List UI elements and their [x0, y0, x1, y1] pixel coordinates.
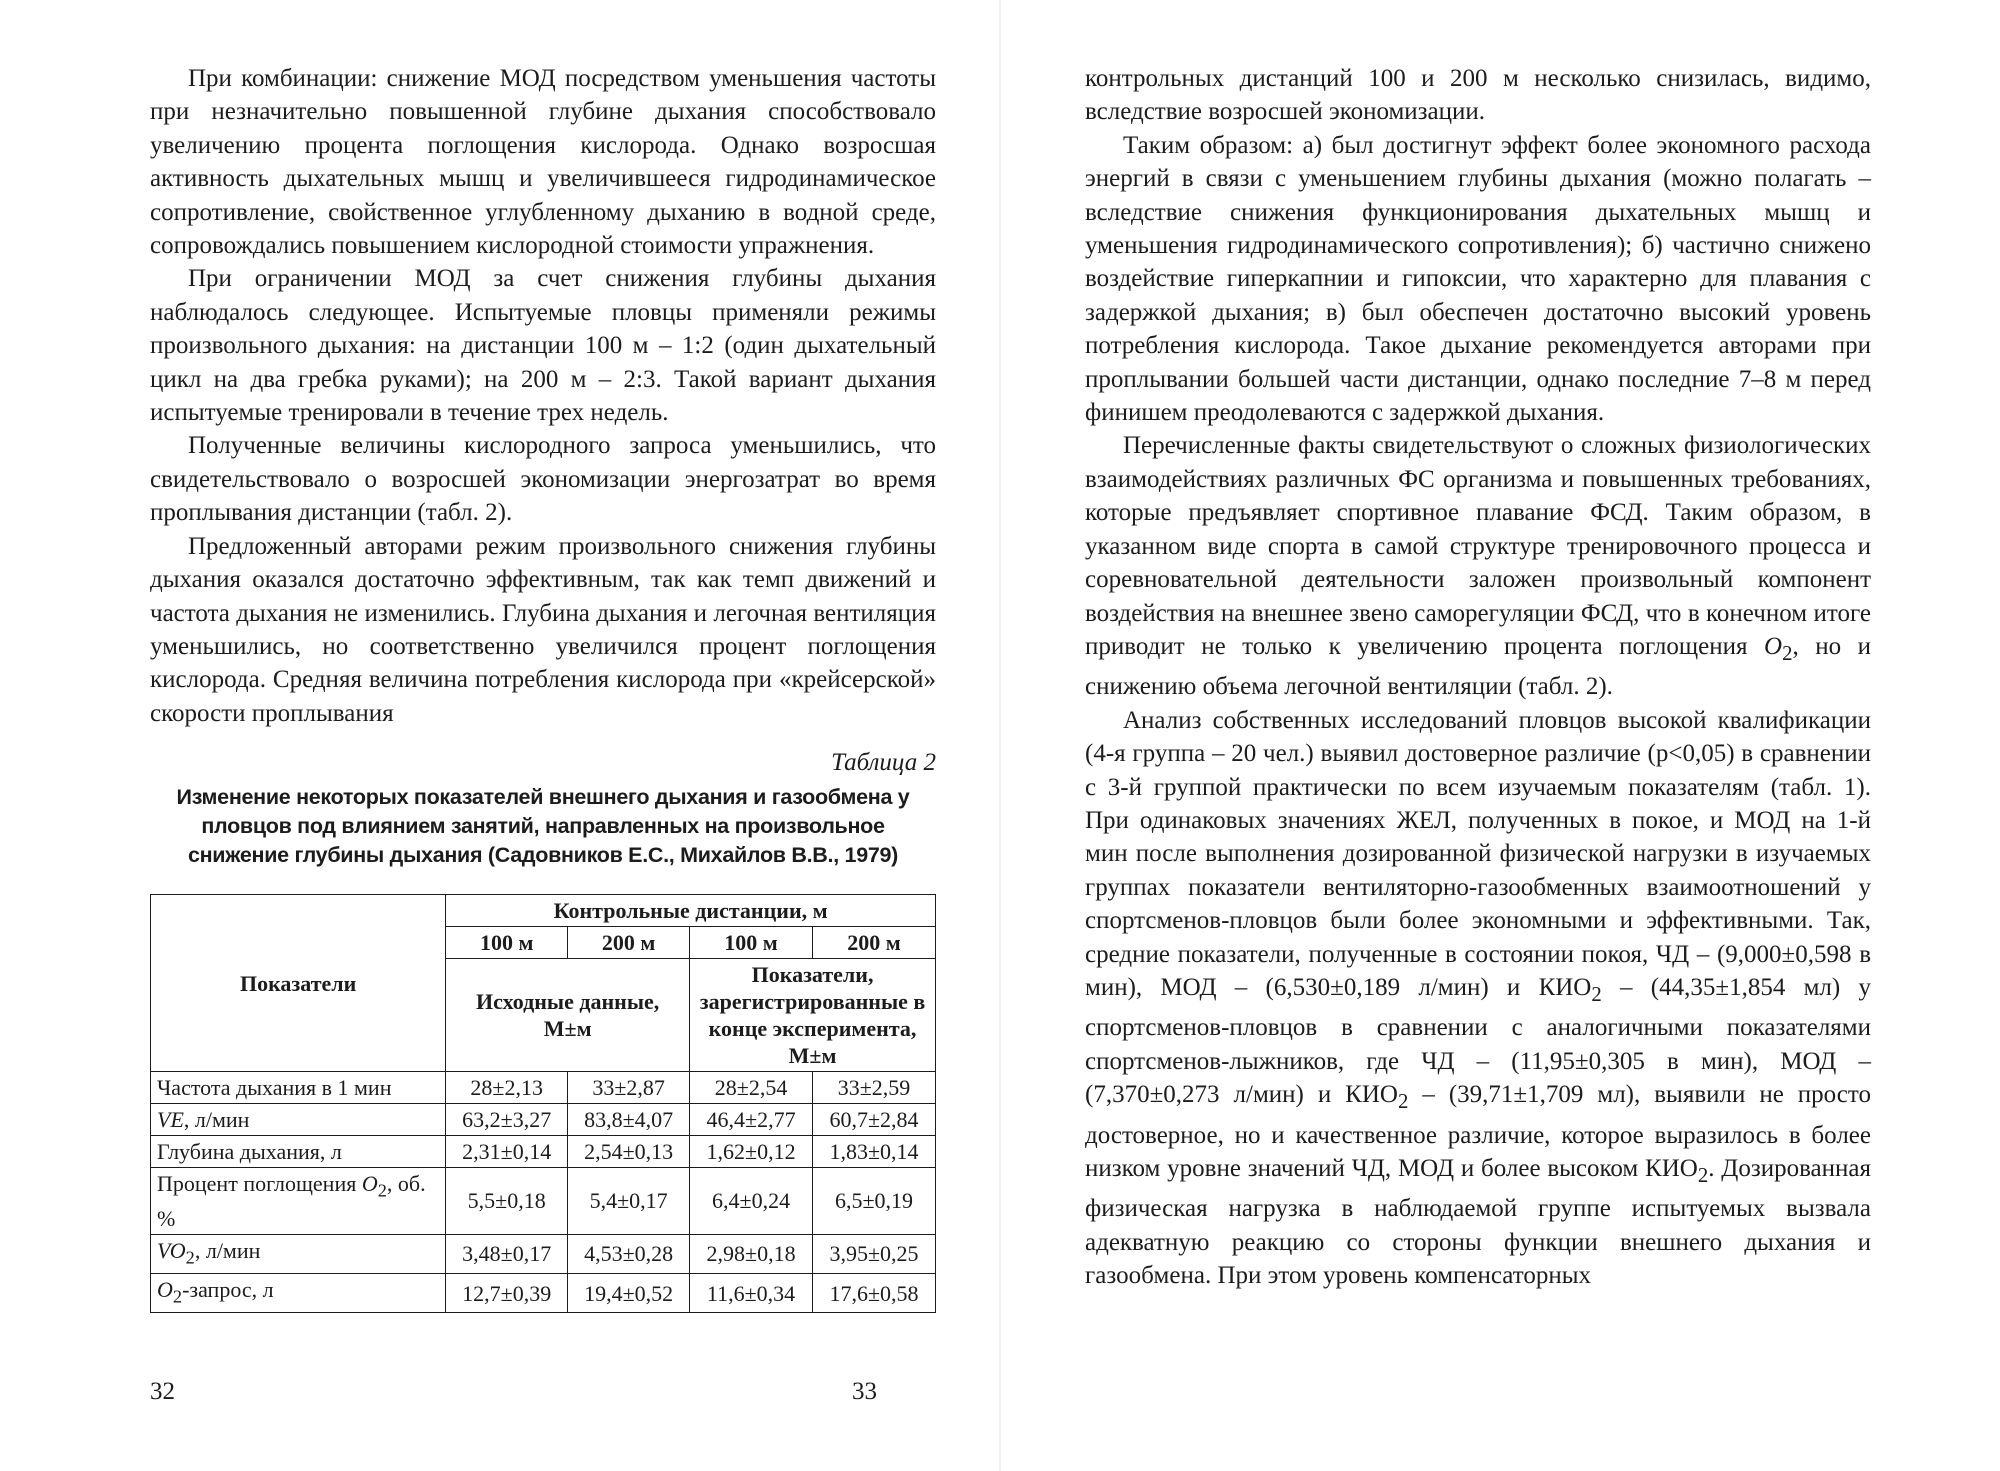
header-dist-100: 100 м	[690, 927, 813, 959]
text-run: Анализ собственных исследований пловцов высокой квалификации (4-я группа – 20 чел.) выявил достоверное различие (p<0,05) в сравнении с 3-й группой практически по всем изучаемым показателям (табл. 1). При одинаковых значениях ЖЕЛ, полученных в покое, и МОД на 1-й мин после выполнения дозированной физической нагрузки в изучаемых группах показатели вентиляторно-газообменных взаимоотношений у спортсменов-пловцов были более экономными и эффективными. Так, средние показатели, полученные в состоянии покоя, ЧД – (9,000±0,598 в мин), МОД – (6,530±0,189 л/мин) и КИО	[1085, 706, 1871, 1001]
row-label: Глубина дыхания, л	[151, 1136, 446, 1168]
row-label-subscript: 2	[185, 1246, 195, 1267]
paragraph	[1085, 704, 1871, 1293]
text-run: . Дозированная физическая нагрузка в наблюдаемой группе испытуемых вызвала адекватную реакцию со стороны функции внешнего дыхания и газообмена. При этом уровень компенсаторных	[1085, 1155, 1871, 1290]
data-table	[150, 894, 936, 1313]
cell-value: 17,6±0,58	[813, 1273, 936, 1312]
left-text-column	[150, 62, 936, 1313]
cell-value: 6,5±0,19	[813, 1168, 936, 1234]
text-run: , но и снижению объема легочной вентиляции (табл. 2).	[1085, 632, 1871, 701]
row-label-part: O	[157, 1276, 173, 1302]
subscript: 2	[1697, 1163, 1709, 1187]
row-label-subscript: 2	[377, 1180, 387, 1201]
row-label-subscript: 2	[172, 1286, 183, 1307]
header-dist-100: 100 м	[446, 927, 568, 959]
table-label: Таблица 2	[831, 749, 936, 777]
text-run: Перечисленные факты свидетельствуют о сложных физиологических взаимодействиях различных ФС организма и повышенных требованиях, которые предъявляет спортивное плавание ФСД. Таким образом, в указанном виде спорта в самой структуре тренировочного процесса и соревновательной деятельности заложен произвольный компонент воздействия на внешнее звено саморегуляции ФСД, что в конечном итоге приводит не только к увеличению процента поглощения	[1085, 432, 1871, 660]
subscript: 2	[1782, 640, 1793, 665]
cell-value: 28±2,13	[446, 1072, 568, 1104]
header-initial-data: Исходные данные, М±м	[446, 959, 690, 1072]
paragraph: Полученные величины кислородного запроса уменьшились, что свидетельствовало о возросшей экономизации энергозатрат во время проплывания дистанции (табл. 2).	[150, 432, 936, 527]
cell-value: 3,48±0,17	[446, 1234, 568, 1273]
cell-value: 6,4±0,24	[690, 1168, 813, 1234]
row-label	[151, 1234, 446, 1273]
paragraph: При комбинации: снижение МОД посредством уменьшения частоты при незначительно повышенной глубине дыхания способствовало увеличению процента поглощения кислорода. Однако возросшая активность дыхательных мышц и увеличившееся гидродинамическое сопротивление, свойственное углубленному дыханию в водной среде, сопровождались повышением кислородной стоимости упражнения.	[150, 65, 936, 260]
page-number: 33	[852, 1378, 877, 1405]
cell-value: 19,4±0,52	[568, 1273, 690, 1312]
subscript: 2	[1591, 981, 1602, 1006]
paragraph	[1085, 429, 1871, 703]
header-distances: Контрольные дистанции, м	[446, 895, 936, 927]
cell-value: 28±2,54	[690, 1072, 813, 1104]
table-row	[151, 1234, 936, 1273]
table-title: Изменение некоторых показателей внешнего дыхания и газообмена у пловцов под влиянием занятий, направленных на произвольное снижение глубины дыхания (Садовников Е.С., Михайлов В.В., 1979)	[176, 785, 910, 868]
cell-value: 12,7±0,39	[446, 1273, 568, 1312]
cell-value: 83,8±4,07	[568, 1104, 690, 1136]
row-label-part: Процент поглощения	[157, 1171, 362, 1197]
paragraph: При ограничении МОД за счет снижения глубины дыхания наблюдалось следующее. Испытуемые пловцы применяли режимы произвольного дыхания: на дистанции 100 м – 1:2 (один дыхательный цикл на два гребка руками); на 200 м – 2:3. Такой вариант дыхания испытуемые тренировали в течение трех недель.	[150, 265, 936, 427]
header-indicators: Показатели	[151, 895, 446, 1072]
row-label-part: , л/мин	[183, 1107, 250, 1133]
header-dist-200: 200 м	[568, 927, 690, 959]
cell-value: 5,5±0,18	[446, 1168, 568, 1234]
paragraph: Таким образом: а) был достигнут эффект более экономного расхода энергий в связи с уменьшением глубины дыхания (можно полагать – вследствие снижения функционирования дыхательных мышц и уменьшения гидродинамического сопротивления); б) частично снижено воздействие гиперкапнии и гипоксии, что характерно для плавания с задержкой дыхания; в) был обеспечен достаточно высокий уровень потребления кислорода. Такое дыхание рекомендуется авторами при проплывании большей части дистанции, однако последние 7–8 м перед финишем преодолеваются с задержкой дыхания.	[1085, 131, 1871, 427]
row-label-part: , л/мин	[194, 1237, 261, 1263]
cell-value: 33±2,59	[813, 1072, 936, 1104]
cell-value: 60,7±2,84	[813, 1104, 936, 1136]
cell-value: 63,2±3,27	[446, 1104, 568, 1136]
table-row	[151, 1168, 936, 1234]
text-run: – (44,35±1,854 мл) у спортсменов-пловцов в сравнении с аналогичными показателями спортсменов-лыжников, где ЧД – (11,95±0,305 в мин), МОД – (7,370±0,273 л/мин) и КИО	[1085, 973, 1871, 1109]
cell-value: 3,95±0,25	[813, 1234, 936, 1273]
paragraph: контрольных дистанций 100 и 200 м несколько снизилась, видимо, вследствие возросшей экономизации.	[1085, 65, 1871, 126]
text-run: O	[1764, 632, 1783, 660]
row-label	[151, 1168, 446, 1234]
subscript: 2	[1397, 1089, 1409, 1114]
table-row	[151, 1072, 936, 1104]
row-label-part: -запрос, л	[182, 1276, 274, 1302]
cell-value: 1,83±0,14	[813, 1136, 936, 1168]
row-label	[151, 1104, 446, 1136]
cell-value: 2,98±0,18	[690, 1234, 813, 1273]
row-label-part: VO	[157, 1237, 186, 1263]
row-label-part: VE	[157, 1107, 184, 1133]
header-final-data: Показатели, зарегистрированные в конце эксперимента, М±м	[690, 959, 936, 1072]
right-text-column	[1085, 62, 1871, 1293]
cell-value: 2,54±0,13	[568, 1136, 690, 1168]
cell-value: 5,4±0,17	[568, 1168, 690, 1234]
text-run: – (39,71±1,709 мл), выявили не просто достоверное, но и качественное различие, которое выразилось в более низком уровне значений ЧД, МОД и более высоком КИО	[1085, 1081, 1871, 1182]
cell-value: 33±2,87	[568, 1072, 690, 1104]
table-row	[151, 1136, 936, 1168]
table-row	[151, 1104, 936, 1136]
cell-value: 4,53±0,28	[568, 1234, 690, 1273]
header-dist-200: 200 м	[813, 927, 936, 959]
paragraph: Предложенный авторами режим произвольного снижения глубины дыхания оказался достаточно эффективным, так как темп движений и частота дыхания не изменились. Глубина дыхания и легочная вентиляция уменьшились, но соответственно увеличился процент поглощения кислорода. Средняя величина потребления кислорода при «крейсерской» скорости проплывания	[150, 532, 936, 727]
cell-value: 46,4±2,77	[690, 1104, 813, 1136]
cell-value: 1,62±0,12	[690, 1136, 813, 1168]
cell-value: 2,31±0,14	[446, 1136, 568, 1168]
row-label: Частота дыхания в 1 мин	[151, 1072, 446, 1104]
row-label-part: , об. %	[157, 1171, 426, 1231]
cell-value: 11,6±0,34	[690, 1273, 813, 1312]
table-row	[151, 1273, 936, 1312]
row-label-part: O	[361, 1171, 378, 1197]
row-label	[151, 1273, 446, 1312]
page-number: 32	[150, 1378, 175, 1405]
